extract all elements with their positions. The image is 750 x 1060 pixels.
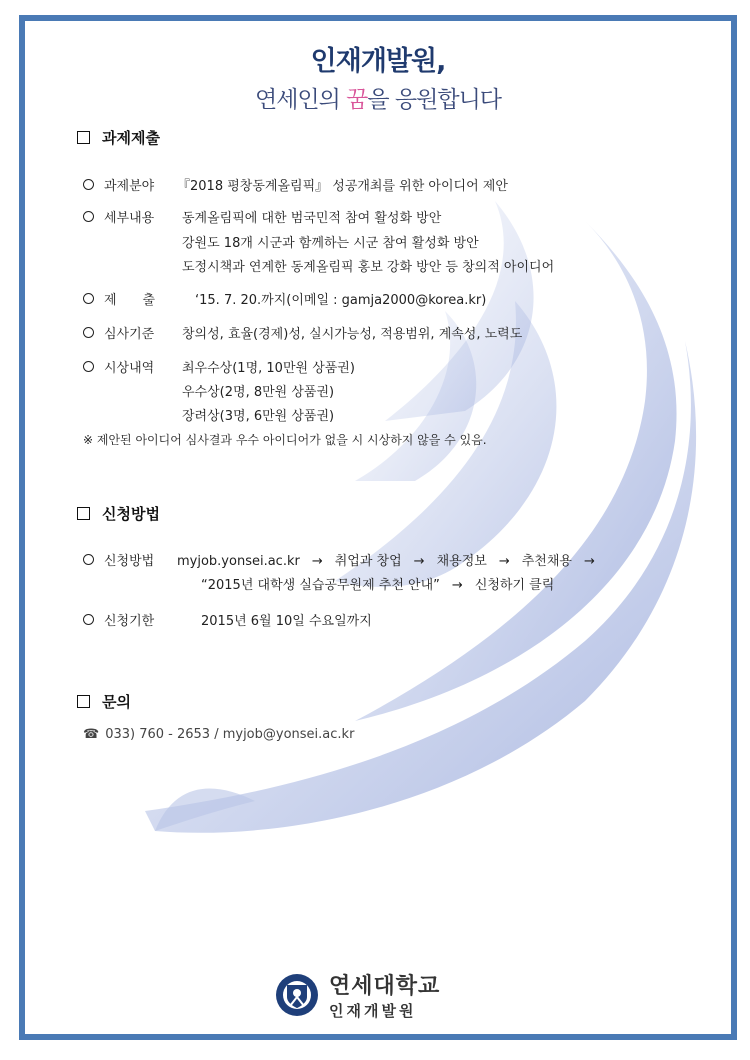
phone-icon: ☎: [83, 727, 100, 742]
circle-bullet-icon: [83, 554, 94, 565]
row-value: 강원도 18개 시군과 함께하는 시군 참여 활성화 방안: [182, 236, 479, 251]
circle-bullet-icon: [83, 327, 94, 338]
row-value: 동계올림픽에 대한 범국민적 참여 활성화 방안: [182, 211, 442, 226]
university-logo: [275, 969, 440, 1021]
row-label: 세부내용: [83, 207, 154, 226]
row-label: 시상내역: [83, 357, 154, 376]
row-label: 심사기준: [83, 323, 154, 342]
apply-steps-line1: myjob.yonsei.ac.kr → 취업과 창업 → 채용정보 → 추천채용 →: [177, 554, 595, 569]
section-heading-submission: 과제제출: [77, 127, 160, 148]
section-heading-contact: 문의: [77, 691, 131, 712]
page-title: 인재개발원,: [310, 46, 446, 77]
page-subtitle: 연세인의 꿈을 응원합니다: [254, 87, 502, 113]
row-value: 『2018 평창동계올림픽』 성공개최를 위한 아이디어 제안: [177, 179, 508, 194]
row-value: ‘15. 7. 20.까지(이메일 : gamja2000@korea.kr): [195, 293, 487, 308]
contact-line: ☎ 033) 760 - 2653 / myjob@yonsei.ac.kr: [83, 727, 355, 742]
row-value: 최우수상(1명, 10만원 상품권): [182, 361, 355, 376]
row-value: 장려상(3명, 6만원 상품권): [182, 409, 335, 424]
circle-bullet-icon: [83, 614, 94, 625]
row-label: 과제분야: [83, 175, 154, 194]
row-label: 신청기한: [83, 610, 154, 629]
row-label: 제 출: [83, 289, 155, 308]
circle-bullet-icon: [83, 179, 94, 190]
logo-name: 연세대학교: [329, 974, 441, 999]
row-label: 신청방법: [83, 550, 154, 569]
square-bullet-icon: [77, 507, 90, 520]
circle-bullet-icon: [83, 361, 94, 372]
square-bullet-icon: [77, 695, 90, 708]
logo-subname: 인재개발원: [329, 1002, 417, 1020]
arrow-right-icon: →: [311, 554, 323, 569]
university-seal-icon: [275, 973, 319, 1017]
document-frame: [19, 15, 737, 1040]
apply-site-link[interactable]: myjob.yonsei.ac.kr: [177, 554, 300, 569]
apply-steps-line2: “2015년 대학생 실습공무원제 추천 안내” → 신청하기 클릭: [201, 578, 555, 593]
arrow-right-icon: →: [413, 554, 425, 569]
circle-bullet-icon: [83, 211, 94, 222]
highlight-word: 꿈: [346, 87, 368, 113]
background-swoosh: [25, 21, 731, 1034]
note-text: ※ 제안된 아이디어 심사결과 우수 아이디어가 없을 시 시상하지 않을 수 있음.: [83, 433, 487, 447]
row-value: 도정시책과 연계한 동계올림픽 홍보 강화 방안 등 창의적 아이디어: [182, 260, 555, 275]
row-value: 우수상(2명, 8만원 상품권): [182, 385, 335, 400]
section-heading-apply: 신청방법: [77, 503, 160, 524]
arrow-right-icon: →: [451, 578, 463, 593]
row-value: 창의성, 효율(경제)성, 실시가능성, 적용범위, 계속성, 노력도: [182, 327, 523, 342]
square-bullet-icon: [77, 131, 90, 144]
deadline-value: 2015년 6월 10일 수요일까지: [201, 614, 372, 629]
circle-bullet-icon: [83, 293, 94, 304]
arrow-right-icon: →: [498, 554, 510, 569]
arrow-right-icon: →: [583, 554, 595, 569]
